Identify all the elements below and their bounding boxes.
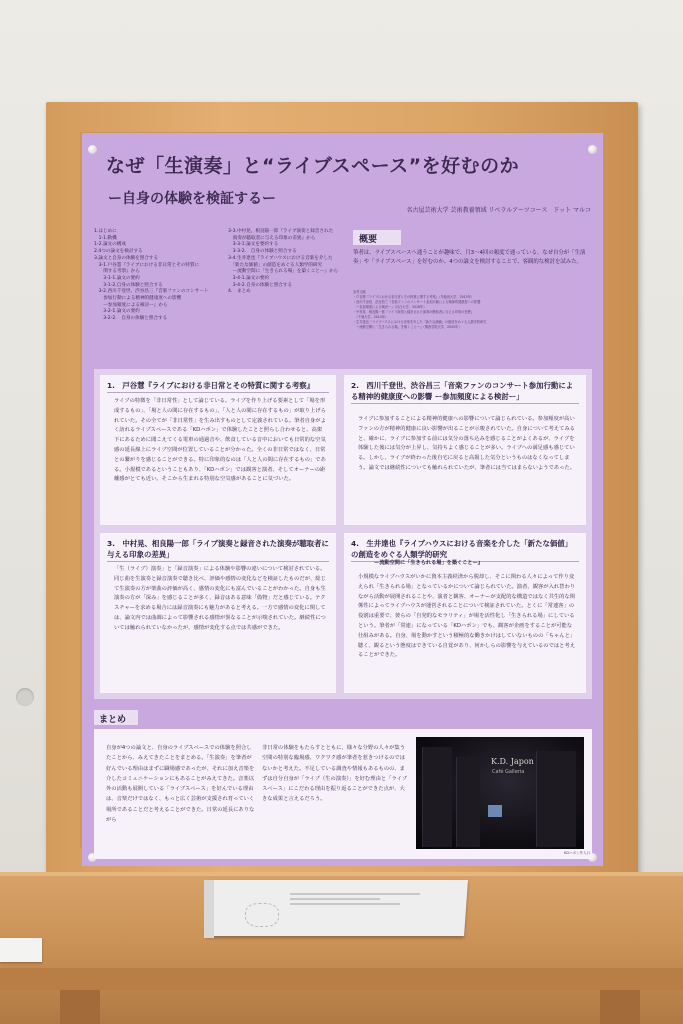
reference-item: ・戸谷慧『ライブにおける非日常とその特質に関する考察』（早稲田大学、2015年） xyxy=(353,295,475,299)
toc-item: 3-4-2.自身の体験と照合する xyxy=(228,282,293,288)
paper-title: 4. 生井達也『ライブハウスにおける音楽を介した「新たな価値」の創造をめぐる人類学的研究 xyxy=(351,538,579,562)
abstract-section xyxy=(353,230,591,340)
toc-item: 「新たな価値」の創造をめぐる人類学的研究 xyxy=(228,262,323,268)
toc-item: 3-1-2.自身の体験と照合する xyxy=(94,282,163,288)
abstract-text: 筆者は、ライブスペースへ通うことが趣味で、月3〜4回の頻度で通っている。なぜ自分が「生演奏」や「ライブスペース」を好むのか、4つの論文を検討することで、客観的な検討を試みた。 xyxy=(353,250,586,265)
paper-title: 1. 戸谷慧『ライブにおける非日常とその特質に関する考察』 xyxy=(107,380,329,393)
table-edge xyxy=(0,872,683,876)
references-list xyxy=(353,290,591,330)
toc-item: 2.4つの論文を検討する xyxy=(94,249,143,255)
paper-summary: ライブに参加することによる精神的健康への影響について論じられている。参加頻度が高いファンの方が精神的健康に良い影響が出ることが示唆されていた。自身について考えてみると、確かに、ライブに参加する前には気分の落ち込みを感じることがよくあるが、ライブを体験した後には気分が上昇し、気持ちよく感じることが多い。ライブへの満足感も感じている。しかし、ライブが終わった後自宅に戻ると高揚した気分というものはなくなってしまう。論文では継続性についても触れられていたが、筆者には当てはまらないようであった。 xyxy=(358,416,576,471)
window-glow xyxy=(488,805,502,817)
toc-item: 3-4-1.論文の要約 xyxy=(228,275,270,281)
reference-item: ・西川千登世、渋谷昌三『音楽ファンのコンサート参加行動による精神的健康度への影響 xyxy=(353,300,481,304)
paper-card-2 xyxy=(344,375,586,525)
paper-card-4 xyxy=(344,533,586,693)
table-leg xyxy=(600,990,640,1024)
toc-item: 3-3-2. 自身の体験と照合する xyxy=(228,249,297,255)
toc-item: ー流動空間に「生きられる場」を築くことー』から xyxy=(228,269,339,275)
toc-item: 3-3-1.論文を要約する xyxy=(228,242,279,248)
photo-caption: KDハポン外入口 xyxy=(564,851,590,855)
paper-summary: ライブの特徴を「非日常性」として論じている。ライブを作り上げる要素として「場を形成するもの」、「場と人の間に存在するもの」、「人と人の間に存在するもの」が取り上げられていた。その全てが「非日常性」を生み出すものとして定義されている。筆者自身がよく訪れるライブスペースである「KDハポン」で体験したことと照らし合わせると、高架下にあるために聞こえてくる電車の通過音や、飲食している音中においても日常的な空気感の延長線上にライブ空間が位置していることが分かった。全くの非日常ではなく、日常との繋がりを感じることができる。特に印象的なのは「人と人の間に存在するもの」である。小規模であるということもあり、「KDハポン」では観客と演者、そしてオーナーの距離感がとても近い。そこから生まれる特別な空気感があることに気づいた。 xyxy=(114,398,326,483)
toc-item: 参加行動による精神的健康度への影響 xyxy=(94,296,182,302)
reference-item: ー流動空間に「生きられる場」を築くことー』（関西学院大学、2020年） xyxy=(353,325,462,329)
paper-title: 3. 中村晃、相良陽一郎「ライブ演奏と録音された演奏が聴取者に与える印象の差異」 xyxy=(107,538,329,562)
toc-column-2 xyxy=(228,229,338,296)
table-leg xyxy=(60,990,100,1024)
paper-title: 2. 西川千登世、渋谷昌三「音楽ファンのコンサート参加行動による精神的健康度への影響 ー参加頻度による検討ー」 xyxy=(351,380,579,404)
toc-item: 3-1-1.論文の要約 xyxy=(94,275,140,281)
toc-column-1 xyxy=(94,229,209,323)
handout-corner[interactable] xyxy=(0,938,42,962)
pin-icon xyxy=(588,145,597,154)
toc-item: 3-2-1.論文の要約 xyxy=(94,309,140,315)
toc-item: 3-2-2. 自身の体験と照合する xyxy=(94,316,168,322)
poster-affiliation: 名古屋芸術大学 芸術教養領域 リベラルアーツコース ドット マルコ xyxy=(406,207,591,214)
venue-sign-sub: Café Galleria xyxy=(492,769,525,775)
abstract-heading: 概要 xyxy=(353,230,401,245)
reference-item: ー参加頻度による検討ー』（目白大学、2016年） xyxy=(353,305,427,309)
paper-card-3 xyxy=(100,533,336,693)
toc-item: ー参加頻度による検討ー』から xyxy=(94,302,168,308)
document-cover-text xyxy=(290,893,420,908)
toc-item: 1.はじめに xyxy=(94,229,117,234)
toc-item: 1-1.動機 xyxy=(94,235,117,241)
paper-card-1 xyxy=(100,375,336,525)
paper-summary: 「生（ライブ）演奏」と「録音演奏」による体験や影響の違いについて検討されている。同じ曲を生演奏と録音演奏で聴き比べ、評価や感情の変化などを検証したものだが、総じて生演奏の方が楽曲の評価が高く、感情の変化にも富んでいることがわかった。自身も生演奏の方が「深み」を感じることが多く、録音はある意味「偽物」だと感じている。テクスチャーを求める場合には録音演奏にも魅力があると考える。一方で感情の変化に関しては、論文内では曲調によって影響される感情が異なることが示唆されていた。継続性については触れられていなかったが、感情が変化する点では共感ができた。 xyxy=(114,566,326,631)
summary-section xyxy=(82,705,603,866)
cover-illustration xyxy=(245,903,279,927)
wall-outlet-hole xyxy=(16,688,34,706)
summary-box xyxy=(94,729,592,859)
toc-item: 関する考察』から xyxy=(94,269,140,275)
table-apron xyxy=(0,968,683,990)
table-of-contents xyxy=(94,229,348,339)
toc-item: 4. まとめ xyxy=(228,289,251,295)
toc-item: 3-1.戸谷慧『ライブにおける非日常とその特質に xyxy=(94,262,200,268)
summary-text-col-1: 自身が4つの論文と、自身のライブスペースでの体験を照合したことから、みえてきたことをまとめる。「生演奏」を筆者が好んでいる理由はまずに職場感であったが、それに加え音楽を介したコミュニケーションにもあることがみえてきた。音楽以外の活動も展開している「ライブスペース」を好んでいる理由は、音楽だけではなく、もっと広く芸術が支援され育っていく場所であることだと考えることができた。日常の延長にありながら xyxy=(106,745,255,824)
paper-subtitle: ー流動空間に「生きられる場」を築くことー』 xyxy=(374,560,483,566)
reference-item: ・生井達也『ライブハウスにおける音楽を介した「新たな価値」の創造をめぐる人類学的研究 xyxy=(353,320,487,324)
toc-item: 3-4.生井達也『ライブハウスにおける音楽を介した xyxy=(228,255,333,261)
document-binding xyxy=(204,880,214,938)
research-poster xyxy=(82,133,603,866)
reference-item: 参考文献 xyxy=(353,290,366,294)
toc-item: 1-2.論文の構成 xyxy=(94,242,126,248)
toc-item: 3-3.中村晃、相良陽一郎『ライブ演奏と録音された xyxy=(228,229,334,234)
toc-item: 演奏が聴取者に与える印象の差異』から xyxy=(228,235,316,241)
poster-subtitle: ー自身の体験を検証するー xyxy=(108,191,276,207)
toc-item: 3-2.西川千登世、渋谷昌三『音楽ファンのコンサート xyxy=(94,289,209,295)
poster-title: なぜ「生演奏」と“ライブスペース”を好むのか xyxy=(106,155,520,177)
summary-text-col-2: 非日常の体験をもたらすとともに、様々な分野の人々が集う空間の特別な臨場感、ワクワク感が筆者を惹きつけるのではないかと考えた。不足している調査や情報もあるものの、まずは自分自身が「ライブ（生の演奏）」を好む理由と「ライブスペース」にこだわる理由を振り返ることができた点が、大きな成果と言えるだろう。 xyxy=(262,745,408,803)
venue-sign: K.D. Japon xyxy=(491,757,534,766)
paper-summary: 小規模なライブハウスがいかに資本主義経済から脱却し、そこに関わる人々によって作り変えられ「生きられる場」となっているかについて論じられていた。演者、観客が入れ替わりながら活動が展開されることや、演者と観客、オーナーが支配的な構造ではなく共生的な関係性によってライブハウスが運営されることについて検証されていた。とくに「常連客」の役割は重要で、彼らの「自発的なモラリティ」が場を活性化し「生きられる場」にしているという。筆者が「常連」になっている「KDハポン」でも、観客が企画をすることが可能な仕組みがある。自身、場を動かすという積極的な働きかけはしていないものの「ちゃんと」聴く、観るという態度はできている自覚があり、何かしらの影響を与えているのではと考えることができた。 xyxy=(358,574,576,659)
venue-photo xyxy=(416,737,584,849)
toc-item: 3.論文と自身の体験を照合する xyxy=(94,255,159,261)
pin-icon xyxy=(88,145,97,154)
reference-item: ・中村晃、相良陽一郎『ライブ演奏と録音された演奏が聴取者に与える印象の差異』 xyxy=(353,310,474,314)
summary-heading: まとめ xyxy=(94,710,138,725)
reference-item: （千葉大学、2014年） xyxy=(353,315,389,319)
